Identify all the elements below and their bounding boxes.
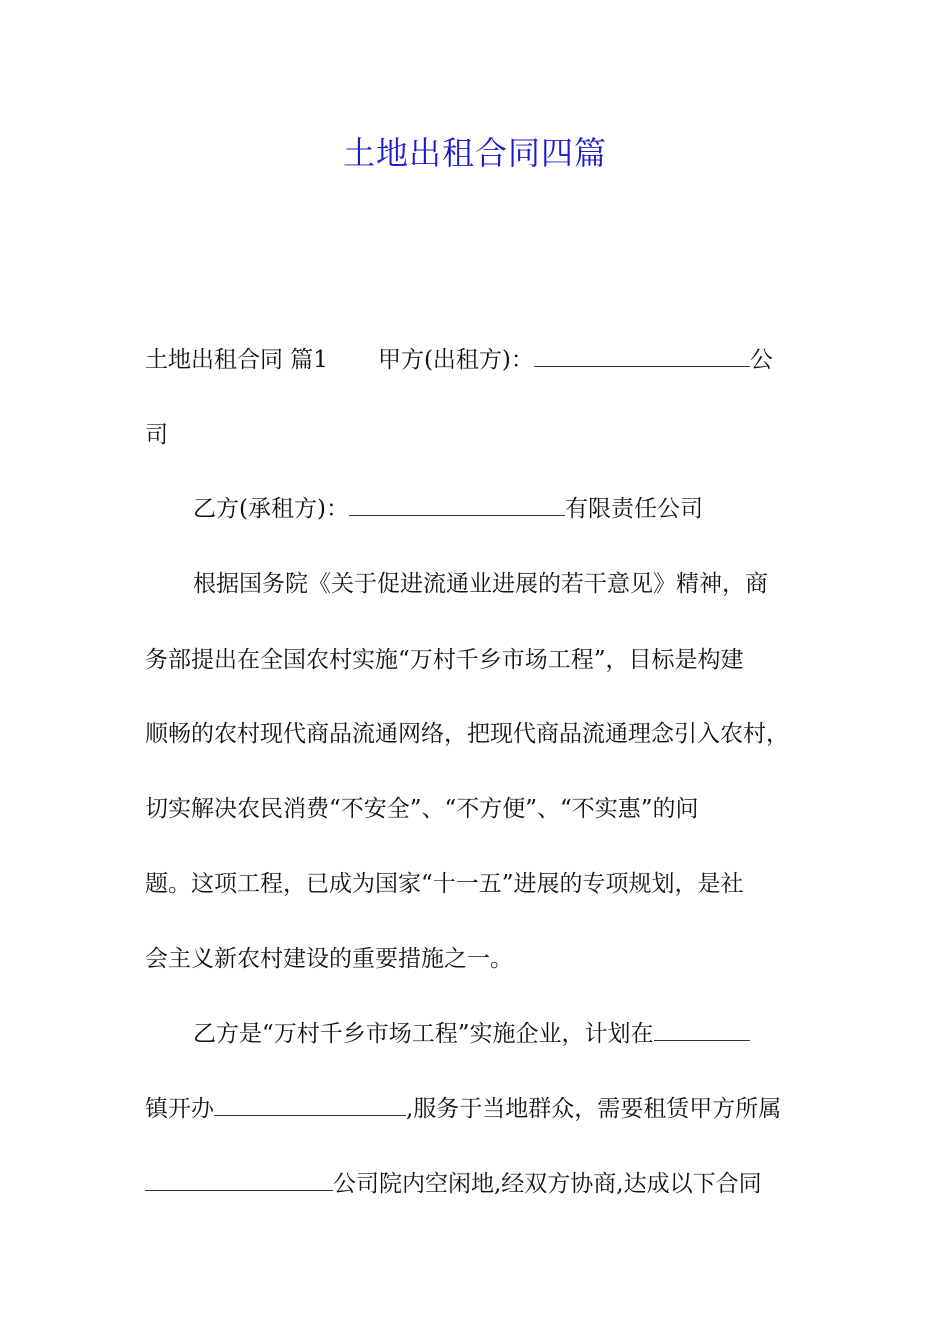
paragraph-text: 镇开办 [145,1096,214,1122]
contract-line-2: 司 [145,422,168,448]
party-b-suffix: 有限责任公司 [564,496,703,522]
paragraph-text: 公司院内空闲地,经双方协商,达成以下合同 [333,1171,762,1197]
paragraph-line: 切实解决农民消费“不安全”、“不方便”、“不实惠”的问 [145,796,699,822]
paragraph-line: 根据国务院《关于促进流通业进展的若干意见》精神，商 [193,571,768,597]
party-b-label: 乙方(承租方)： [193,496,349,522]
contract-line-3 [193,494,703,524]
contract-line-1 [145,345,773,375]
paragraph-text: ,服务于当地群众，需要租赁甲方所属 [406,1096,782,1122]
contract-heading: 土地出租合同 篇1 [145,347,328,373]
company-blank [145,1170,333,1191]
paragraph-line: 务部提出在全国农村实施“万村千乡市场工程”，目标是构建 [145,647,744,673]
party-b-blank [349,495,565,516]
document-title: 土地出租合同四篇 [342,134,607,172]
business-blank [214,1095,406,1116]
paragraph-line: 顺畅的农村现代商品流通网络，把现代商品流通理念引入农村， [145,721,789,747]
party-a-blank [534,346,750,367]
party-a-label: 甲方(出租方)： [377,347,534,373]
paragraph-text: 乙方是“万村千乡市场工程”实施企业，计划在 [193,1021,654,1047]
paragraph-line [145,1094,781,1124]
party-a-suffix: 公 [749,347,773,373]
town-blank [654,1020,750,1041]
paragraph-line [145,1169,762,1199]
paragraph-line: 题。这项工程，已成为国家“十一五”进展的专项规划，是社 [145,871,744,897]
paragraph-line: 会主义新农村建设的重要措施之一。 [145,946,513,972]
paragraph-line [193,1019,750,1049]
